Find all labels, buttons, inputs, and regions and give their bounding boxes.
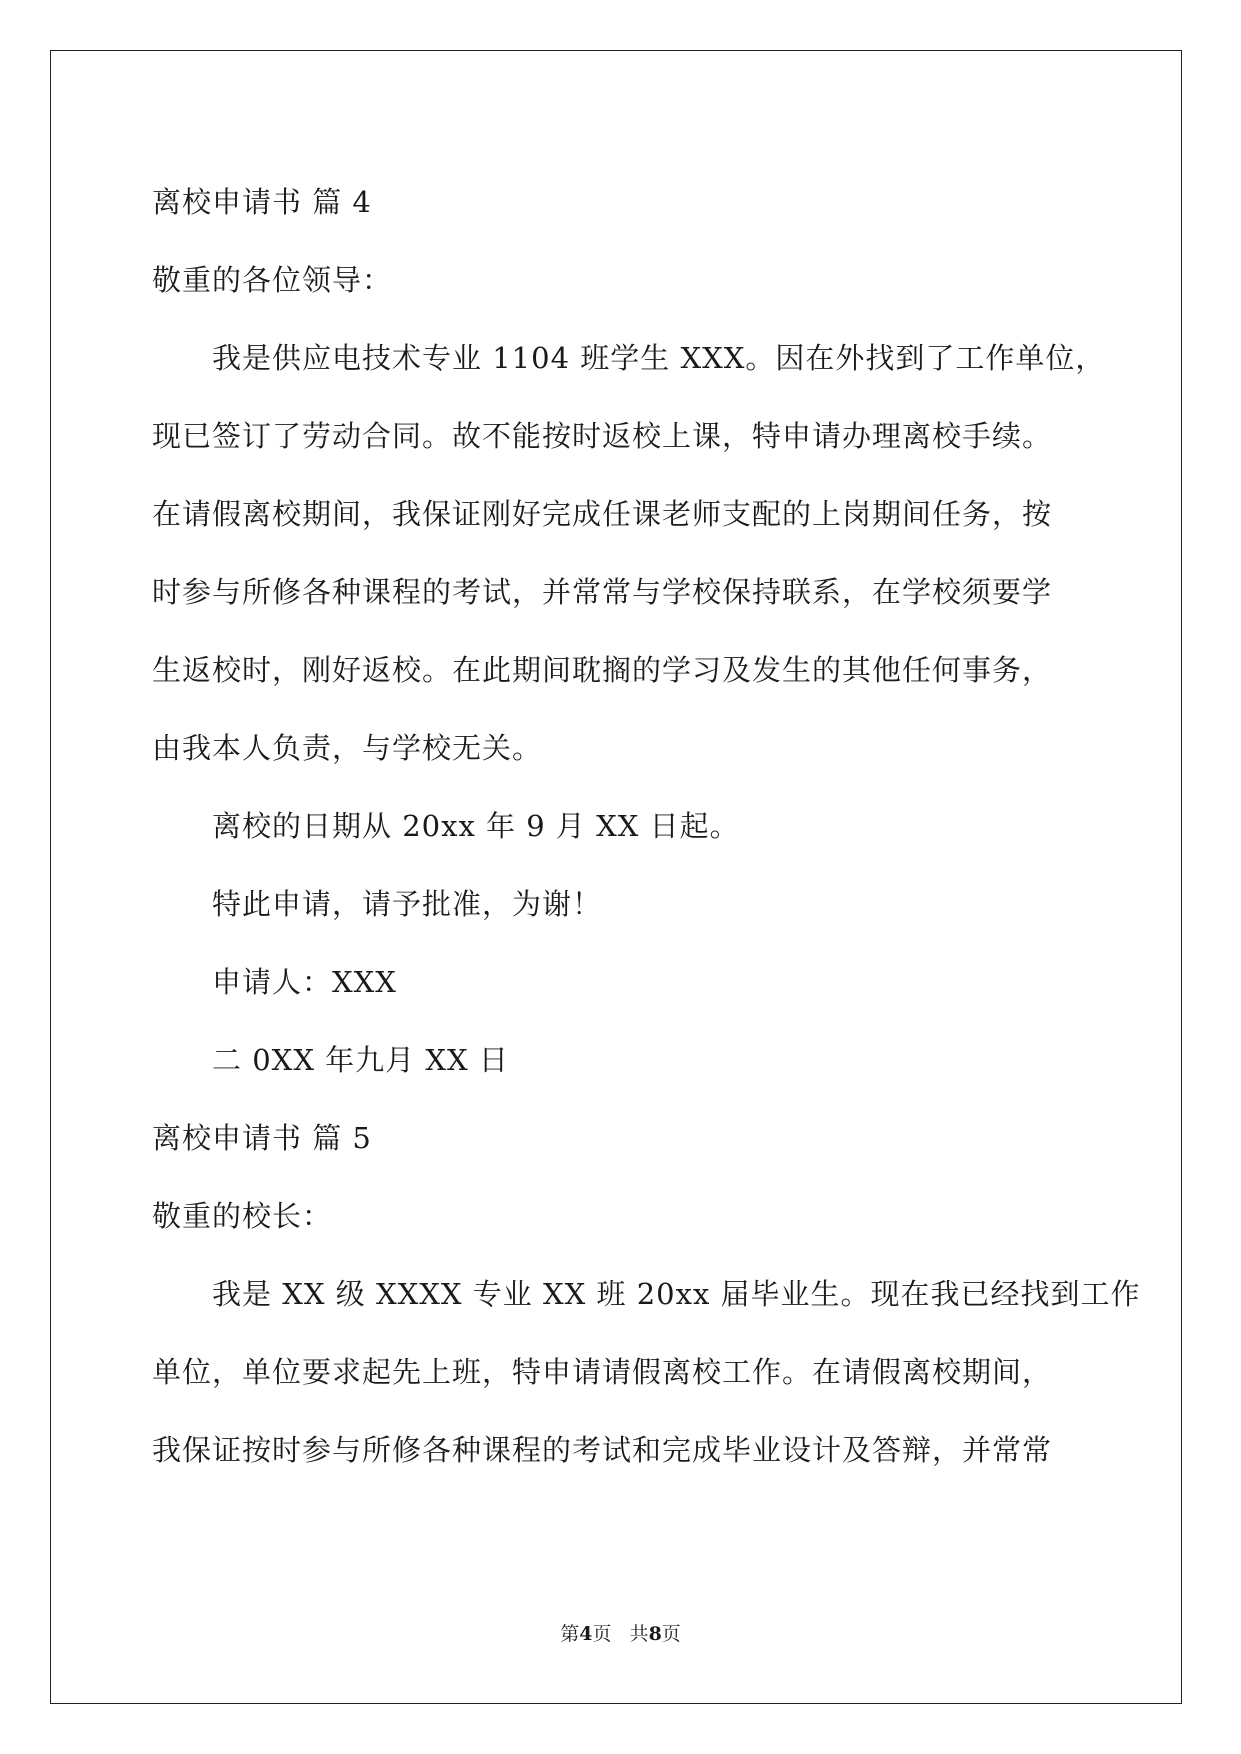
section-title-5: 离校申请书 篇 5 xyxy=(152,1121,372,1155)
paragraph-line: 生返校时，刚好返校。在此期间耽搁的学习及发生的其他任何事务， xyxy=(152,653,1053,687)
date-line: 二 0XX 年九月 XX 日 xyxy=(212,1043,509,1077)
footer-total-pages: 8 xyxy=(648,1623,662,1645)
paragraph-line: 现已签订了劳动合同。故不能按时返校上课，特申请办理离校手续。 xyxy=(152,419,1053,453)
paragraph-line: 我是 XX 级 XXXX 专业 XX 班 20xx 届毕业生。现在我已经找到工作 xyxy=(212,1277,1141,1311)
paragraph-line: 时参与所修各种课程的考试，并常常与学校保持联系，在学校须要学 xyxy=(152,575,1053,609)
leave-date-line: 离校的日期从 20xx 年 9 月 XX 日起。 xyxy=(212,809,740,843)
footer-page-number: 4 xyxy=(579,1623,593,1645)
paragraph-line: 在请假离校期间，我保证刚好完成任课老师支配的上岗期间任务，按 xyxy=(152,497,1053,531)
page-footer xyxy=(0,1622,1241,1646)
closing-request: 特此申请，请予批准，为谢！ xyxy=(212,887,603,921)
footer-prefix: 第 xyxy=(560,1623,580,1645)
paragraph-line: 单位，单位要求起先上班，特申请请假离校工作。在请假离校期间， xyxy=(152,1355,1053,1389)
salutation-principal: 敬重的校长： xyxy=(152,1199,333,1233)
salutation-leaders: 敬重的各位领导： xyxy=(152,263,393,297)
paragraph-line: 由我本人负责，与学校无关。 xyxy=(152,731,543,765)
footer-suffix: 页 xyxy=(661,1623,681,1645)
section-title-4: 离校申请书 篇 4 xyxy=(152,185,372,219)
paragraph-line: 我保证按时参与所修各种课程的考试和完成毕业设计及答辩，并常常 xyxy=(152,1433,1053,1467)
applicant-line: 申请人：XXX xyxy=(212,965,397,999)
paragraph-line: 我是供应电技术专业 1104 班学生 XXX。因在外找到了工作单位， xyxy=(212,341,1106,375)
document-body xyxy=(152,163,1141,1489)
footer-middle: 页 共 xyxy=(592,1623,649,1645)
